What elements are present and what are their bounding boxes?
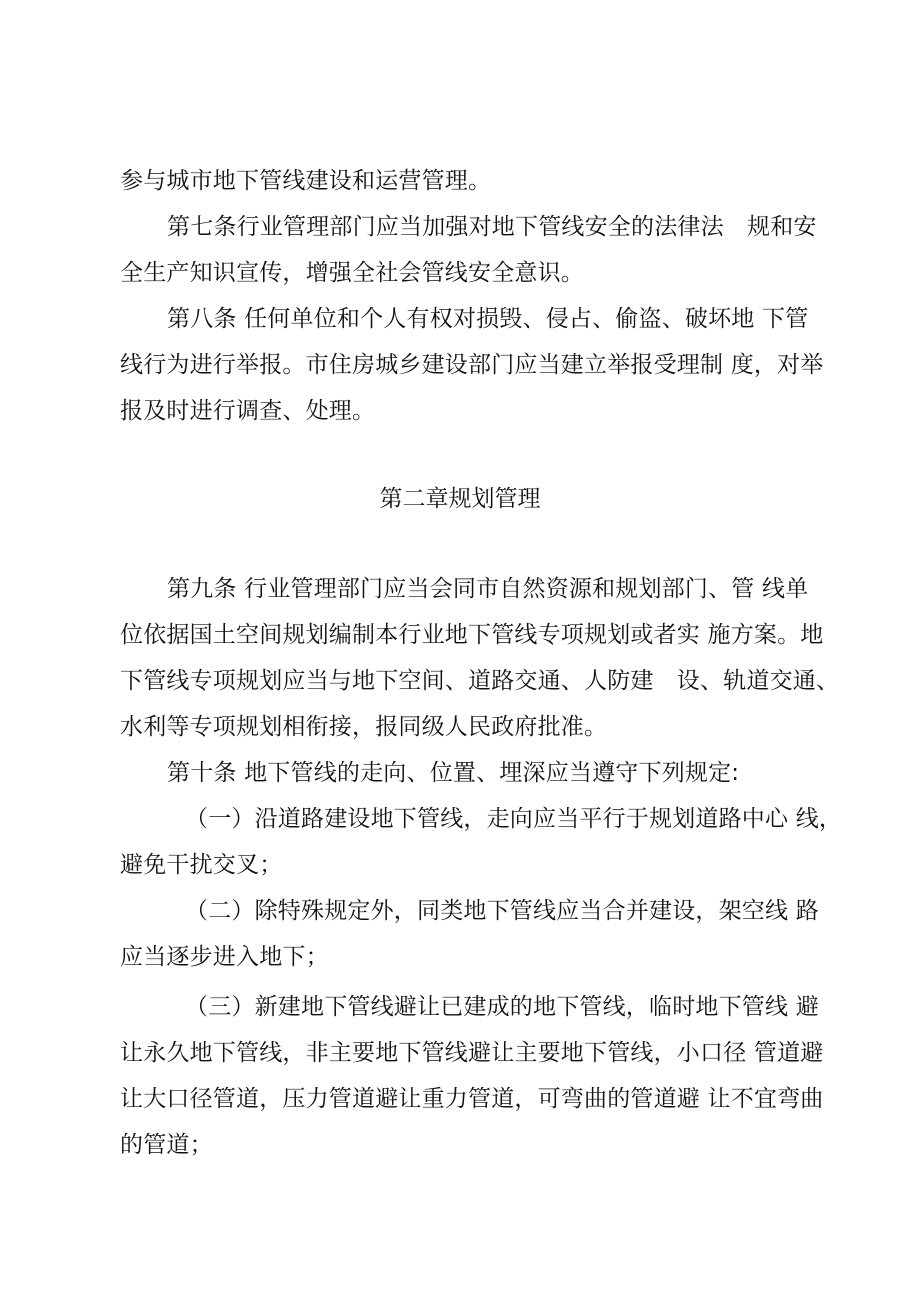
text-line: 下管线专项规划应当与地下空间、道路交通、人防建 设、轨道交通、 xyxy=(120,668,840,694)
article-7-line: 第七条行业管理部门应当加强对地下管线安全的法律法 规和安 xyxy=(167,214,817,240)
text-line: 的管道； xyxy=(120,1132,213,1158)
article-9-line: 第九条 行业管理部门应当会同市自然资源和规划部门、管 线单 xyxy=(167,576,809,602)
text-line: 让大口径管道，压力管道避让重力管道，可弯曲的管道避 让不宜弯曲 xyxy=(120,1086,824,1112)
text-line: 让永久地下管线，非主要地下管线避让主要地下管线，小口径 管道避 xyxy=(120,1040,824,1066)
text-line: 应当逐步进入地下； xyxy=(120,944,329,970)
text-line: 全生产知识宣传，增强全社会管线安全意识。 xyxy=(120,260,584,286)
chapter-heading: 第二章规划管理 xyxy=(379,486,541,512)
text-line: 线行为进行举报。市住房城乡建设部门应当建立举报受理制 度，对举 xyxy=(120,352,824,378)
text-line: 位依据国土空间规划编制本行业地下管线专项规划或者实 施方案。地 xyxy=(120,622,824,648)
clause-1-line: （一）沿道路建设地下管线，走向应当平行于规划道路中心 线， xyxy=(185,806,843,832)
text-line: 避免干扰交叉； xyxy=(120,852,283,878)
article-8-line: 第八条 任何单位和个人有权对损毁、侵占、偷盗、破坏地 下管 xyxy=(167,306,809,332)
text-line: 报及时进行调查、处理。 xyxy=(120,398,376,424)
text-line: 水利等专项规划相衔接，报同级人民政府批准。 xyxy=(120,714,608,740)
article-10-line: 第十条 地下管线的走向、位置、埋深应当遵守下列规定: xyxy=(167,760,740,786)
clause-3-line: （三）新建地下管线避让已建成的地下管线，临时地下管线 避 xyxy=(185,994,819,1020)
text-line: 参与城市地下管线建设和运营管理。 xyxy=(120,168,492,194)
clause-2-line: （二）除特殊规定外，同类地下管线应当合并建设，架空线 路 xyxy=(185,898,819,924)
